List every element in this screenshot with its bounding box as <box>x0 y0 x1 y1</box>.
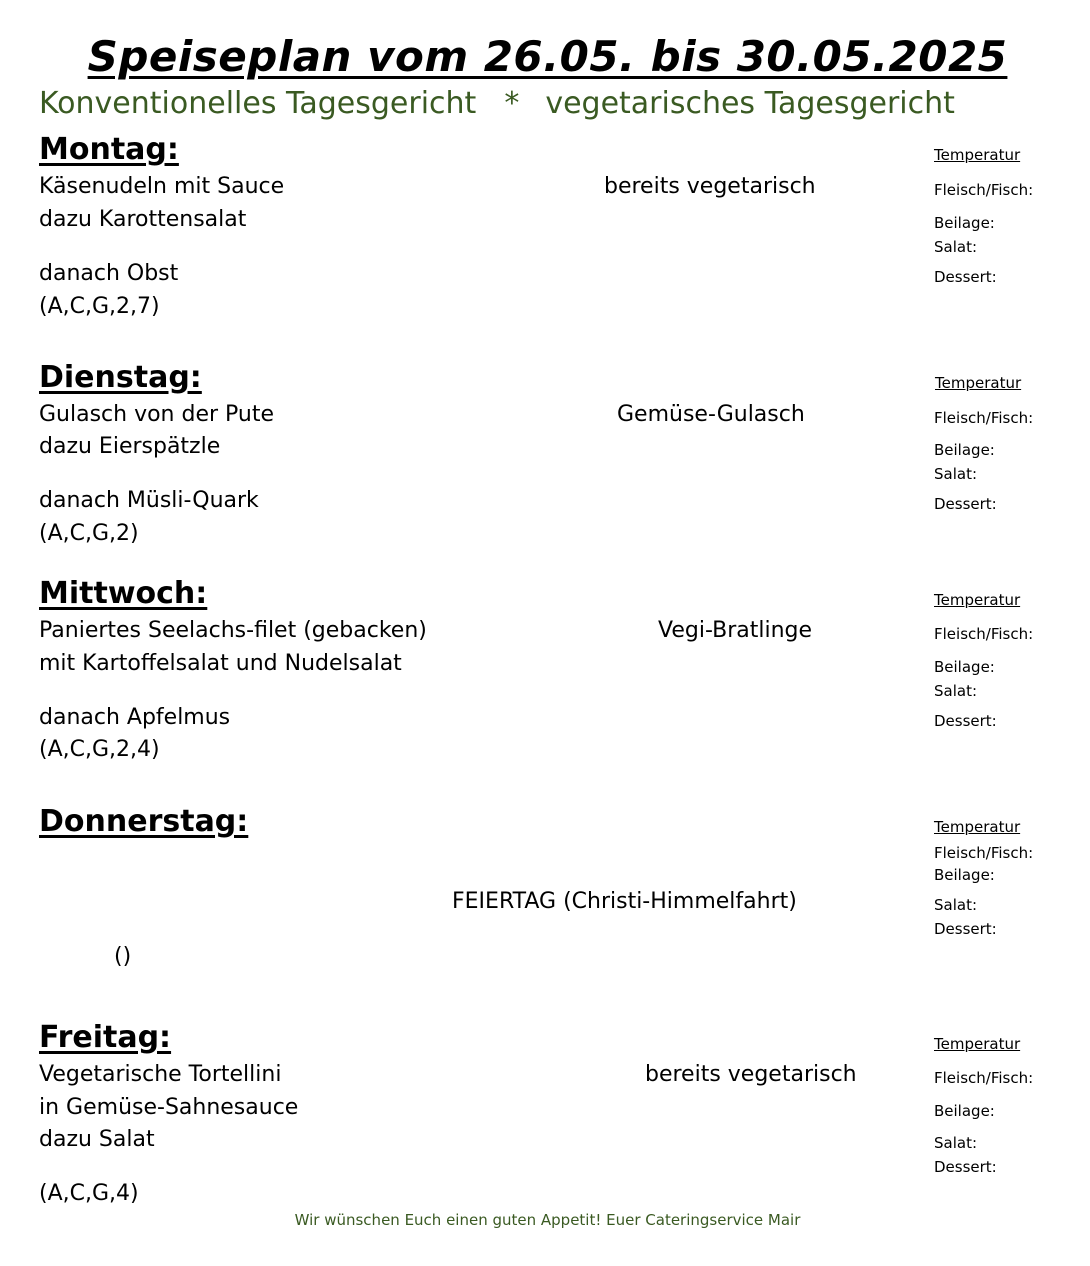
legend-conventional: Konventionelles Tagesgericht <box>39 86 477 121</box>
day-heading: Mittwoch: <box>39 576 208 611</box>
allergens: (A,C,G,2,7) <box>39 294 160 319</box>
main-dish: Vegetarische Tortellini <box>39 1062 282 1087</box>
vegetarian-option: Vegi-Bratlinge <box>658 618 813 643</box>
salad-label: Salat: <box>934 896 978 914</box>
main-dish: Käsenudeln mit Sauce <box>39 174 285 199</box>
side-label: Beilage: <box>934 441 995 459</box>
meat-fish-label: Fleisch/Fisch: <box>934 625 1034 643</box>
dessert: danach Obst <box>39 261 179 286</box>
side-label: Beilage: <box>934 214 995 232</box>
menu-legend <box>39 86 955 121</box>
legend-separator: * <box>504 86 520 121</box>
temperature-label: Temperatur <box>934 146 1021 164</box>
day-heading: Freitag: <box>39 1020 172 1055</box>
side-dish: dazu Eierspätzle <box>39 434 221 459</box>
salad-label: Salat: <box>934 465 978 483</box>
day-heading: Montag: <box>39 132 179 167</box>
dessert-label: Dessert: <box>934 495 997 513</box>
dessert-label: Dessert: <box>934 1158 997 1176</box>
temperature-label: Temperatur <box>935 374 1022 392</box>
salad-label: Salat: <box>934 238 978 256</box>
page-title: Speiseplan vom 26.05. bis 30.05.2025 <box>87 32 1008 81</box>
meat-fish-label: Fleisch/Fisch: <box>934 409 1034 427</box>
vegetarian-option: bereits vegetarisch <box>645 1062 857 1087</box>
dessert-label: Dessert: <box>934 712 997 730</box>
meat-fish-label: Fleisch/Fisch: <box>934 844 1034 862</box>
salad-label: Salat: <box>934 682 978 700</box>
main-dish: Paniertes Seelachs-filet (gebacken) <box>39 618 427 643</box>
allergens: (A,C,G,2,4) <box>39 737 160 762</box>
allergens: () <box>114 944 132 969</box>
vegetarian-option: bereits vegetarisch <box>604 174 816 199</box>
legend-vegetarian: vegetarisches Tagesgericht <box>545 86 955 121</box>
footer-message: Wir wünschen Euch einen guten Appetit! Euer Cateringservice Mair <box>294 1211 801 1229</box>
side-label: Beilage: <box>934 658 995 676</box>
vegetarian-option: Gemüse-Gulasch <box>617 402 805 427</box>
day-heading: Donnerstag: <box>39 804 249 839</box>
temperature-label: Temperatur <box>934 818 1021 836</box>
side-label: Beilage: <box>934 1102 995 1120</box>
side-dish: mit Kartoffelsalat und Nudelsalat <box>39 651 402 676</box>
allergens: (A,C,G,4) <box>39 1181 139 1206</box>
dessert-label: Dessert: <box>934 920 997 938</box>
salad-label: Salat: <box>934 1134 978 1152</box>
side-dish: dazu Karottensalat <box>39 207 247 232</box>
temperature-label: Temperatur <box>934 591 1021 609</box>
salad-dish: dazu Salat <box>39 1127 155 1152</box>
allergens: (A,C,G,2) <box>39 521 139 546</box>
dessert-label: Dessert: <box>934 268 997 286</box>
holiday-notice: FEIERTAG (Christi-Himmelfahrt) <box>452 889 797 914</box>
dessert: danach Apfelmus <box>39 705 231 730</box>
side-label: Beilage: <box>934 866 995 884</box>
meat-fish-label: Fleisch/Fisch: <box>934 181 1034 199</box>
main-dish: Gulasch von der Pute <box>39 402 275 427</box>
temperature-label: Temperatur <box>934 1035 1021 1053</box>
meat-fish-label: Fleisch/Fisch: <box>934 1069 1034 1087</box>
dessert: danach Müsli-Quark <box>39 488 259 513</box>
day-heading: Dienstag: <box>39 360 202 395</box>
side-dish: in Gemüse-Sahnesauce <box>39 1095 299 1120</box>
